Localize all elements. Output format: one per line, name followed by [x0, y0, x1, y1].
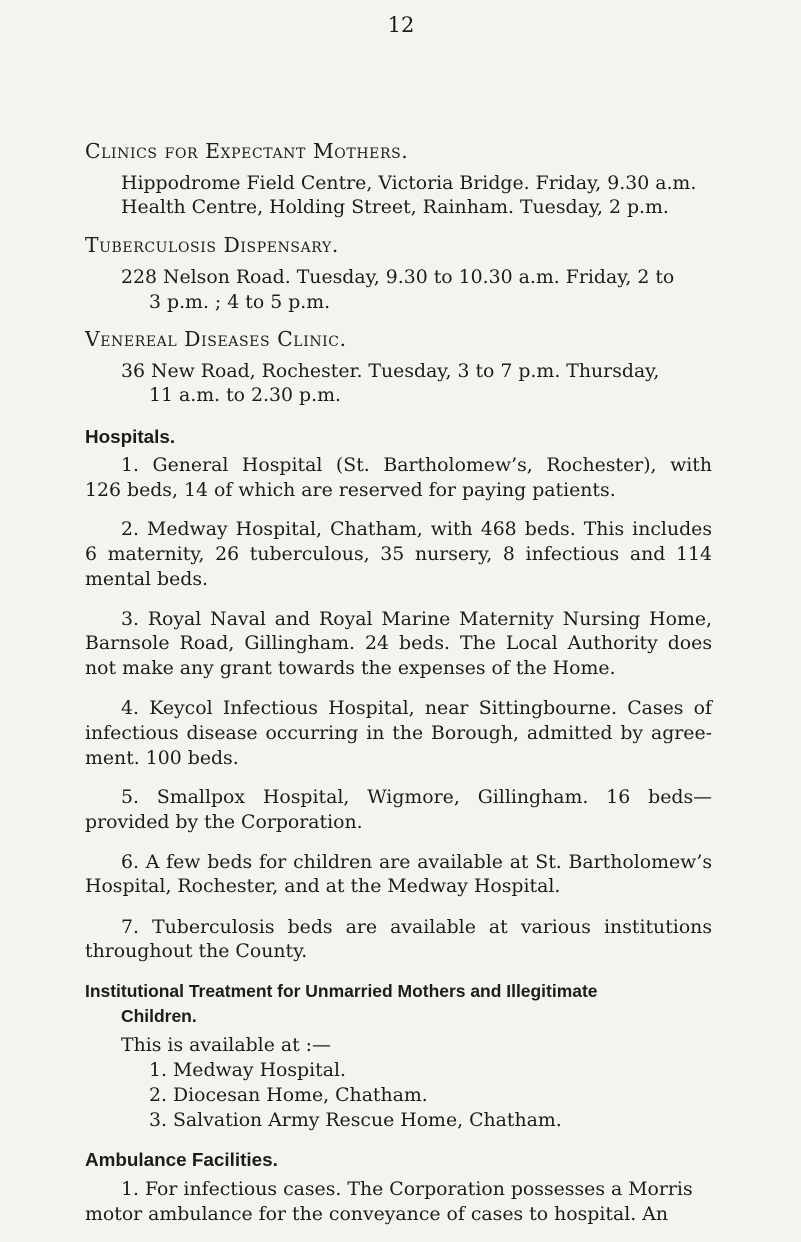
clinic-line: Health Centre, Holding Street, Rainham. Tuesday, 2 p.m.: [121, 196, 669, 219]
section-heading-hospitals: Hospitals.: [85, 425, 176, 447]
hospital-item-line: mental beds.: [85, 567, 209, 590]
hospital-item-line: 7. Tuberculosis beds are available at various institutions: [121, 915, 712, 938]
section-heading-institutional: Institutional Treatment for Unmarried Mothers and Illegitimate: [85, 981, 598, 1002]
section-heading-expectant-mothers: Clinics for Expectant Mothers.: [85, 139, 409, 164]
hospital-item-line: Barnsole Road, Gillingham. 24 beds. The Local Authority does: [85, 631, 712, 654]
hospital-item-line: 4. Keycol Infectious Hospital, near Sittingbourne. Cases of: [121, 697, 712, 720]
hospital-item-line: 3. Royal Naval and Royal Marine Maternity Nursing Home,: [121, 607, 712, 630]
ambulance-line: 1. For infectious cases. The Corporation possesses a Morris: [121, 1178, 693, 1201]
page-number: 12: [387, 13, 415, 38]
institutional-list-item: 3. Salvation Army Rescue Home, Chatham.: [149, 1108, 562, 1131]
hospital-item-line: throughout the County.: [85, 939, 308, 962]
vd-clinic-line: 36 New Road, Rochester. Tuesday, 3 to 7 p.m. Thursday,: [121, 360, 660, 383]
hospital-item-line: infectious disease occurring in the Borough, admitted by agree-: [85, 722, 712, 745]
hospital-item-line: provided by the Corporation.: [85, 811, 363, 834]
hospital-item-line: ment. 100 beds.: [85, 746, 239, 769]
institutional-list-item: 1. Medway Hospital.: [149, 1058, 347, 1081]
hospital-item-line: 6. A few beds for children are available at St. Bartholomew’s: [121, 850, 712, 873]
section-heading-vd-clinic: Venereal Diseases Clinic.: [85, 327, 347, 352]
hospital-item-line: 1. General Hospital (St. Bartholomew’s, Rochester), with: [121, 453, 712, 476]
institutional-intro: This is available at :—: [121, 1034, 331, 1057]
hospital-item-line: Hospital, Rochester, and at the Medway Hospital.: [85, 875, 561, 898]
hospital-item-line: 2. Medway Hospital, Chatham, with 468 beds. This includes: [121, 517, 712, 540]
ambulance-line: motor ambulance for the conveyance of cases to hospital. An: [85, 1203, 669, 1225]
hospital-item-line: 6 maternity, 26 tuberculous, 35 nursery, 8 infectious and 114: [85, 542, 712, 565]
institutional-list-item: 2. Diocesan Home, Chatham.: [149, 1083, 428, 1106]
section-heading-ambulance: Ambulance Facilities.: [85, 1149, 278, 1171]
vd-clinic-line: 11 a.m. to 2.30 p.m.: [149, 384, 341, 407]
section-heading-institutional-cont: Children.: [121, 1005, 197, 1026]
dispensary-line: 3 p.m. ; 4 to 5 p.m.: [149, 290, 331, 313]
hospital-item-line: 5. Smallpox Hospital, Wigmore, Gillingham. 16 beds—: [121, 786, 712, 809]
dispensary-line: 228 Nelson Road. Tuesday, 9.30 to 10.30 a.m. Friday, 2 to: [121, 265, 675, 288]
section-heading-tb-dispensary: Tuberculosis Dispensary.: [85, 232, 339, 257]
hospital-item-line: not make any grant towards the expenses of the Home.: [85, 656, 616, 679]
hospital-item-line: 126 beds, 14 of which are reserved for paying patients.: [85, 478, 616, 501]
clinic-line: Hippodrome Field Centre, Victoria Bridge. Friday, 9.30 a.m.: [121, 171, 697, 194]
